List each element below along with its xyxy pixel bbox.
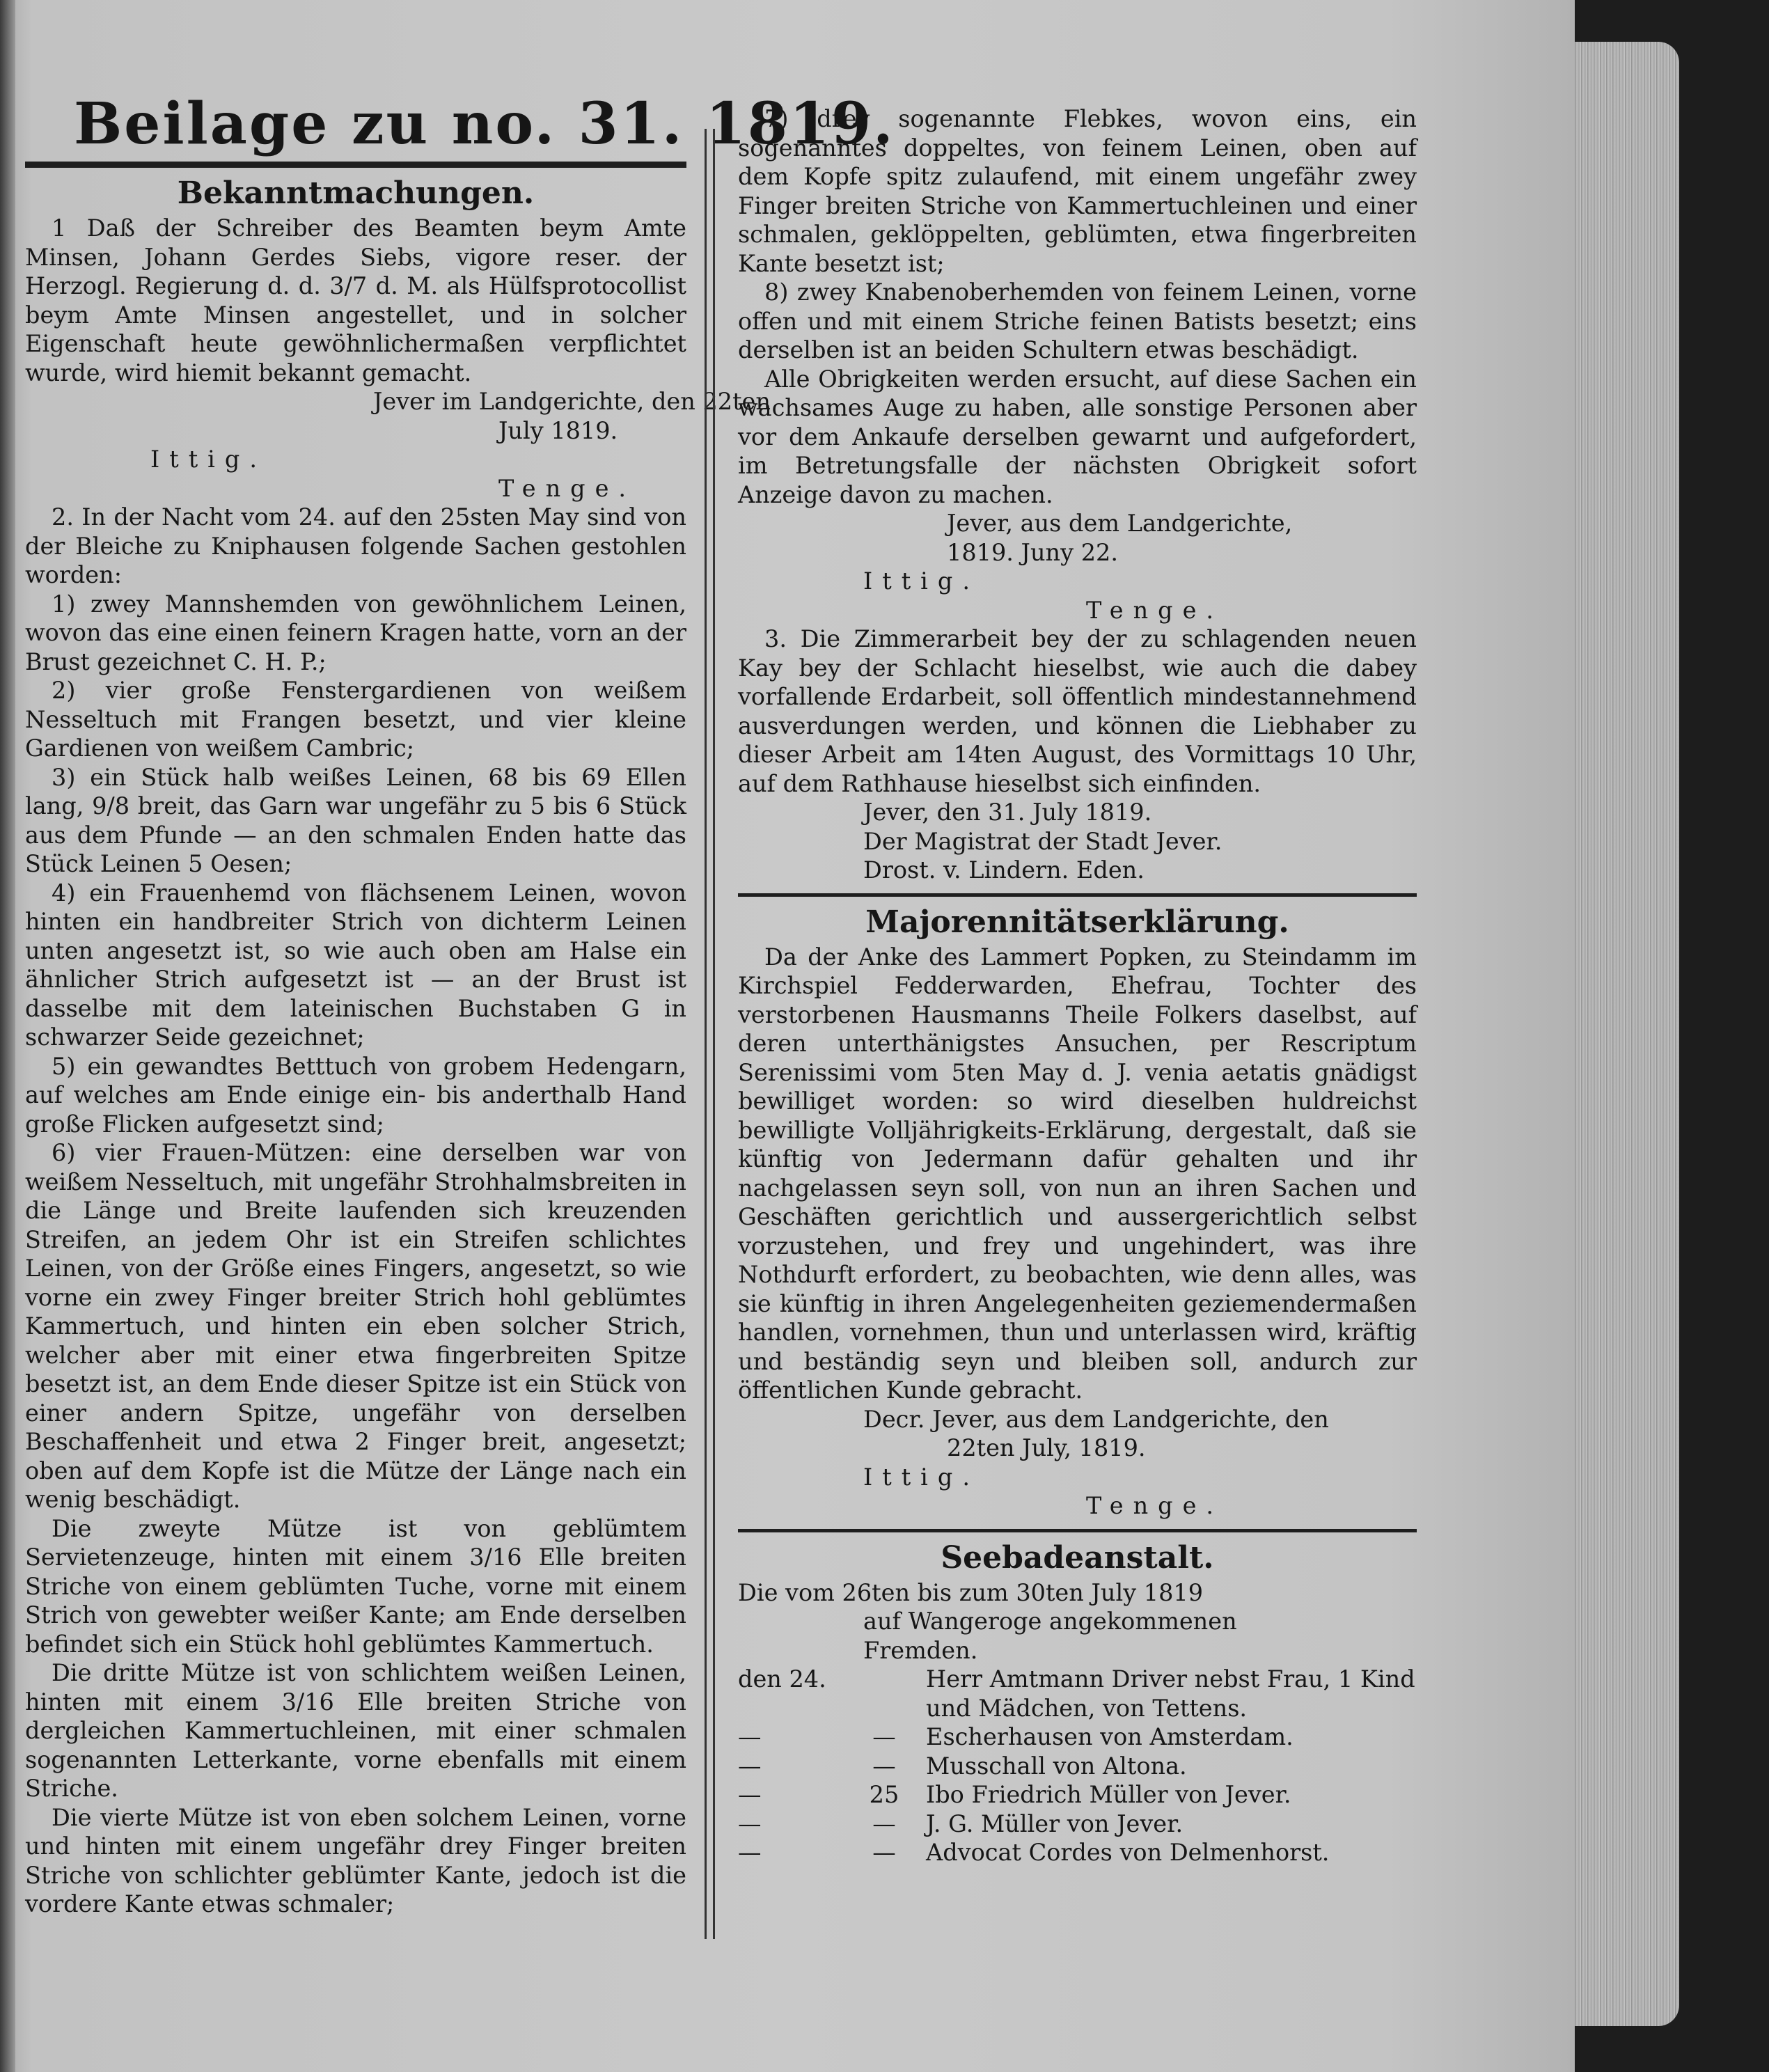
appeal-signature-1: Ittig.	[863, 567, 980, 595]
stolen-item-4: 4) ein Frauenhemd von flächsenem Leinen, wovon hinten ein handbreiter Strich von dichterm Leinen unten angesetzt ist, so wie auch oben am Halse ein ähnlicher Strich aufgesetzt ist — an der Brust ist dasselbe mit dem lateinischen Buchstaben G in schwarzer Seide gezeichnet;	[25, 879, 686, 1051]
notice-3-names: Drost. v. Lindern. Eden.	[863, 856, 1145, 884]
stolen-item-8: 8) zwey Knabenoberhemden von feinem Leinen, vorne offen und mit einem Striche feinen Batists besetzt; eins derselben ist an beiden Schultern etwas beschädigt.	[738, 278, 1417, 363]
guest-day: —	[872, 1723, 896, 1750]
masthead: Beilage zu no. 31. 1819.	[74, 91, 895, 157]
majorennitaet-heading: Majorennitätserklärung.	[865, 904, 1289, 940]
guest-name: Escherhausen von Amsterdam.	[926, 1723, 1294, 1750]
notice-1-date: July 1819.	[498, 416, 618, 444]
notice-3: 3. Die Zimmerarbeit bey der zu schlagenden neuen Kay bey der Schlacht hieselbst, wie auch die dabey vorfallende Erdarbeit, soll öffentlich mindestannehmend ausverdungen werden, und können die Liebhaber zu dieser Arbeit am 14ten August, des Vormittags 10 Uhr, auf dem Rathhause hieselbst sich einfinden.	[738, 625, 1417, 797]
stolen-item-1: 1) zwey Mannshemden von gewöhnlichem Leinen, wovon das eine einen feinern Kragen hatte, vorn an der Brust gezeichnet C. H. P.;	[25, 590, 686, 675]
notice-1: 1 Daß der Schreiber des Beamten beym Amte Minsen, Johann Gerdes Siebs, vigore reser. der Herzogl. Regierung d. d. 3/7 d. M. als Hülfsprotocollist beym Amte Minsen angestellet, und in solcher Eigenschaft heute gewöhnlichermaßen verpflichtet wurde, wird hiemit bekannt gemacht.	[25, 214, 686, 386]
guest-row	[738, 1722, 1417, 1752]
stolen-item-7: 7) drey sogenannte Flebkes, wovon eins, ein sogenanntes doppeltes, von feinem Leinen, oben auf dem Kopfe spitz zulaufend, mit einem ungefähr zwey Finger breiten Striche von Kammertuchleinen und einer schmalen, geklöppelten, geblümten, etwa fingerbreiten Kante besetzt ist;	[738, 105, 1417, 277]
guest-date: —	[738, 1752, 762, 1780]
page-edges	[1575, 42, 1679, 2026]
cap-3-description: Die dritte Mütze ist von schlichtem weißen Leinen, hinten mit einem 3/16 Elle breiten Striche von dergleichen Kammertuchleinen, mit einer schmalen sogenannten Letterkante, vorne ebenfalls mit einem Striche.	[25, 1659, 686, 1802]
notice-1-signature-1: Ittig.	[150, 446, 267, 473]
notice-1-signature-2: Tenge.	[498, 474, 636, 502]
bath-intro-3: Fremden.	[863, 1636, 978, 1664]
guest-row	[738, 1665, 1417, 1694]
stolen-item-5: 5) ein gewandtes Betttuch von grobem Hedengarn, auf welches am Ende einige ein- bis anderthalb Hand große Flicken aufgesetzt sind;	[25, 1052, 686, 1138]
guest-name: Musschall von Altona.	[926, 1752, 1187, 1780]
guest-row	[738, 1694, 1417, 1723]
cap-2-description: Die zweyte Mütze ist von geblümtem Servietenzeuge, hinten mit einem 3/16 Elle breiten Striche von einem geblümten Tuche, vorne mit einem Strich von gewebter weißer Kante; am Ende derselben befindet sich ein Stück hohl geblümtes Kammertuch.	[25, 1514, 686, 1658]
column-divider	[705, 129, 715, 1939]
guest-row	[738, 1780, 1417, 1810]
masthead-rule	[25, 162, 686, 168]
notice-3-issuer: Der Magistrat der Stadt Jever.	[863, 827, 1222, 855]
guest-date: —	[738, 1839, 762, 1866]
guest-row	[738, 1752, 1417, 1781]
seebadeanstalt-heading: Seebadeanstalt.	[941, 1539, 1214, 1576]
guest-day: —	[872, 1839, 896, 1866]
guest-name: und Mädchen, von Tettens.	[926, 1694, 1248, 1722]
guest-name: J. G. Müller von Jever.	[926, 1810, 1184, 1837]
appeal-date: 1819. Juny 22.	[947, 538, 1118, 566]
guest-name: Herr Amtmann Driver nebst Frau, 1 Kind	[926, 1665, 1415, 1693]
stolen-item-3: 3) ein Stück halb weißes Leinen, 68 bis 69 Ellen lang, 9/8 breit, das Garn war ungefähr zu 5 bis 6 Stück aus dem Pfunde — an den schmalen Enden hatte das Stück Leinen 5 Oesen;	[25, 763, 686, 877]
stolen-item-6: 6) vier Frauen-Mützen: eine derselben war von weißem Nesseltuch, mit ungefähr Strohhalmsbreiten in die Länge und Breite laufenden sich kreuzenden Streifen, an jedem Ohr ist ein Streifen schlichtes Leinen, von der Größe eines Fingers, angesetzt, so wie vorne ein zwey Finger breiter Strich hohl geblümtes Kammertuch, und hinten ein eben solcher Strich, welcher aber mit einer etwa fingerbreiten Spitze besetzt ist, an dem Ende dieser Spitze ist ein Stück von einer andern Spitze, ungefähr von derselben Beschaffenheit und etwa 2 Finger breit, angesetzt; oben auf dem Kopfe ist die Mütze der Länge nach ein wenig beschädigt.	[25, 1139, 686, 1513]
majorennitaet-signature-1: Ittig.	[863, 1463, 980, 1491]
majorennitaet-place: Decr. Jever, aus dem Landgerichte, den	[863, 1405, 1329, 1433]
guest-day	[842, 1665, 926, 1694]
guest-date: den 24.	[738, 1665, 826, 1693]
appeal-place: Jever, aus dem Landgerichte,	[947, 510, 1293, 537]
guest-date: —	[738, 1810, 762, 1837]
spine-shadow	[0, 0, 15, 2072]
guest-row	[738, 1838, 1417, 1867]
section-rule-2	[738, 1529, 1417, 1532]
majorennitaet-text: Da der Anke des Lammert Popken, zu Steindamm im Kirchspiel Fedderwarden, Ehefrau, Tochter des verstorbenen Hausmanns Theile Folkers daselbst, auf deren unterthänigstes Ansuchen, per Rescriptum Serenissimi vom 5ten May d. J. venia aetatis gnädigst bewilliget worden: so wird dieselben huldreichst bewilligte Volljährigkeits-Erklärung, dergestalt, daß sie künftig von Jedermann dafür gehalten und ihr nachgelassen seyn soll, von nun an ihren Sachen und Geschäften gerichtlich und aussergerichtlich selbst vorzustehen, und frey und ungehindert, was ihre Nothdurft erfordert, zu beobachten, wie denn alles, was sie künftig in ihren Angelegenheiten geziemendermaßen handlen, vornehmen, thun und unterlassen wird, kräftig und beständig seyn und bleiben soll, andurch zur öffentlichen Kunde gebracht.	[738, 943, 1417, 1404]
bath-intro-2: auf Wangeroge angekommenen	[863, 1608, 1237, 1635]
guest-name: Advocat Cordes von Delmenhorst.	[926, 1839, 1330, 1866]
guest-list	[738, 1665, 1417, 1867]
guest-date: —	[738, 1781, 762, 1808]
majorennitaet-signature-2: Tenge.	[1086, 1492, 1224, 1519]
majorennitaet-date: 22ten July, 1819.	[947, 1434, 1146, 1461]
section-rule-1	[738, 893, 1417, 897]
guest-date	[738, 1694, 842, 1723]
appeal-signature-2: Tenge.	[1086, 596, 1224, 624]
guest-date: —	[738, 1723, 762, 1750]
guest-day: —	[872, 1810, 896, 1837]
bekanntmachungen-heading: Bekanntmachungen.	[177, 175, 535, 211]
notice-3-date: Jever, den 31. July 1819.	[863, 799, 1152, 826]
cap-4-description: Die vierte Mütze ist von eben solchem Leinen, vorne und hinten mit einem ungefähr drey Finger breiten Striche von schlichter geblümter Kante, jedoch ist die vordere Kante etwas schmaler;	[25, 1803, 686, 1917]
bath-intro-1: Die vom 26ten bis zum 30ten July 1819	[738, 1578, 1204, 1606]
guest-day: 25	[869, 1781, 899, 1808]
notice-2-intro: 2. In der Nacht vom 24. auf den 25sten May sind von der Bleiche zu Kniphausen folgende Sachen gestohlen worden:	[25, 503, 686, 588]
authorities-appeal: Alle Obrigkeiten werden ersucht, auf diese Sachen ein wachsames Auge zu haben, alle sonstige Personen aber vor dem Ankaufe derselben gewarnt und aufgefordert, im Betretungsfalle der nächsten Obrigkeit sofort Anzeige davon zu machen.	[738, 365, 1417, 508]
guest-name: Ibo Friedrich Müller von Jever.	[926, 1781, 1291, 1808]
guest-day: —	[872, 1752, 896, 1780]
guest-day	[842, 1694, 926, 1723]
right-column	[738, 104, 1417, 1867]
notice-1-place: Jever im Landgerichte, den 22ten	[373, 388, 771, 415]
guest-row	[738, 1810, 1417, 1839]
stolen-item-2: 2) vier große Fenstergardienen von weißem Nesseltuch mit Frangen besetzt, und vier kleine Gardienen von weißem Cambric;	[25, 677, 686, 762]
